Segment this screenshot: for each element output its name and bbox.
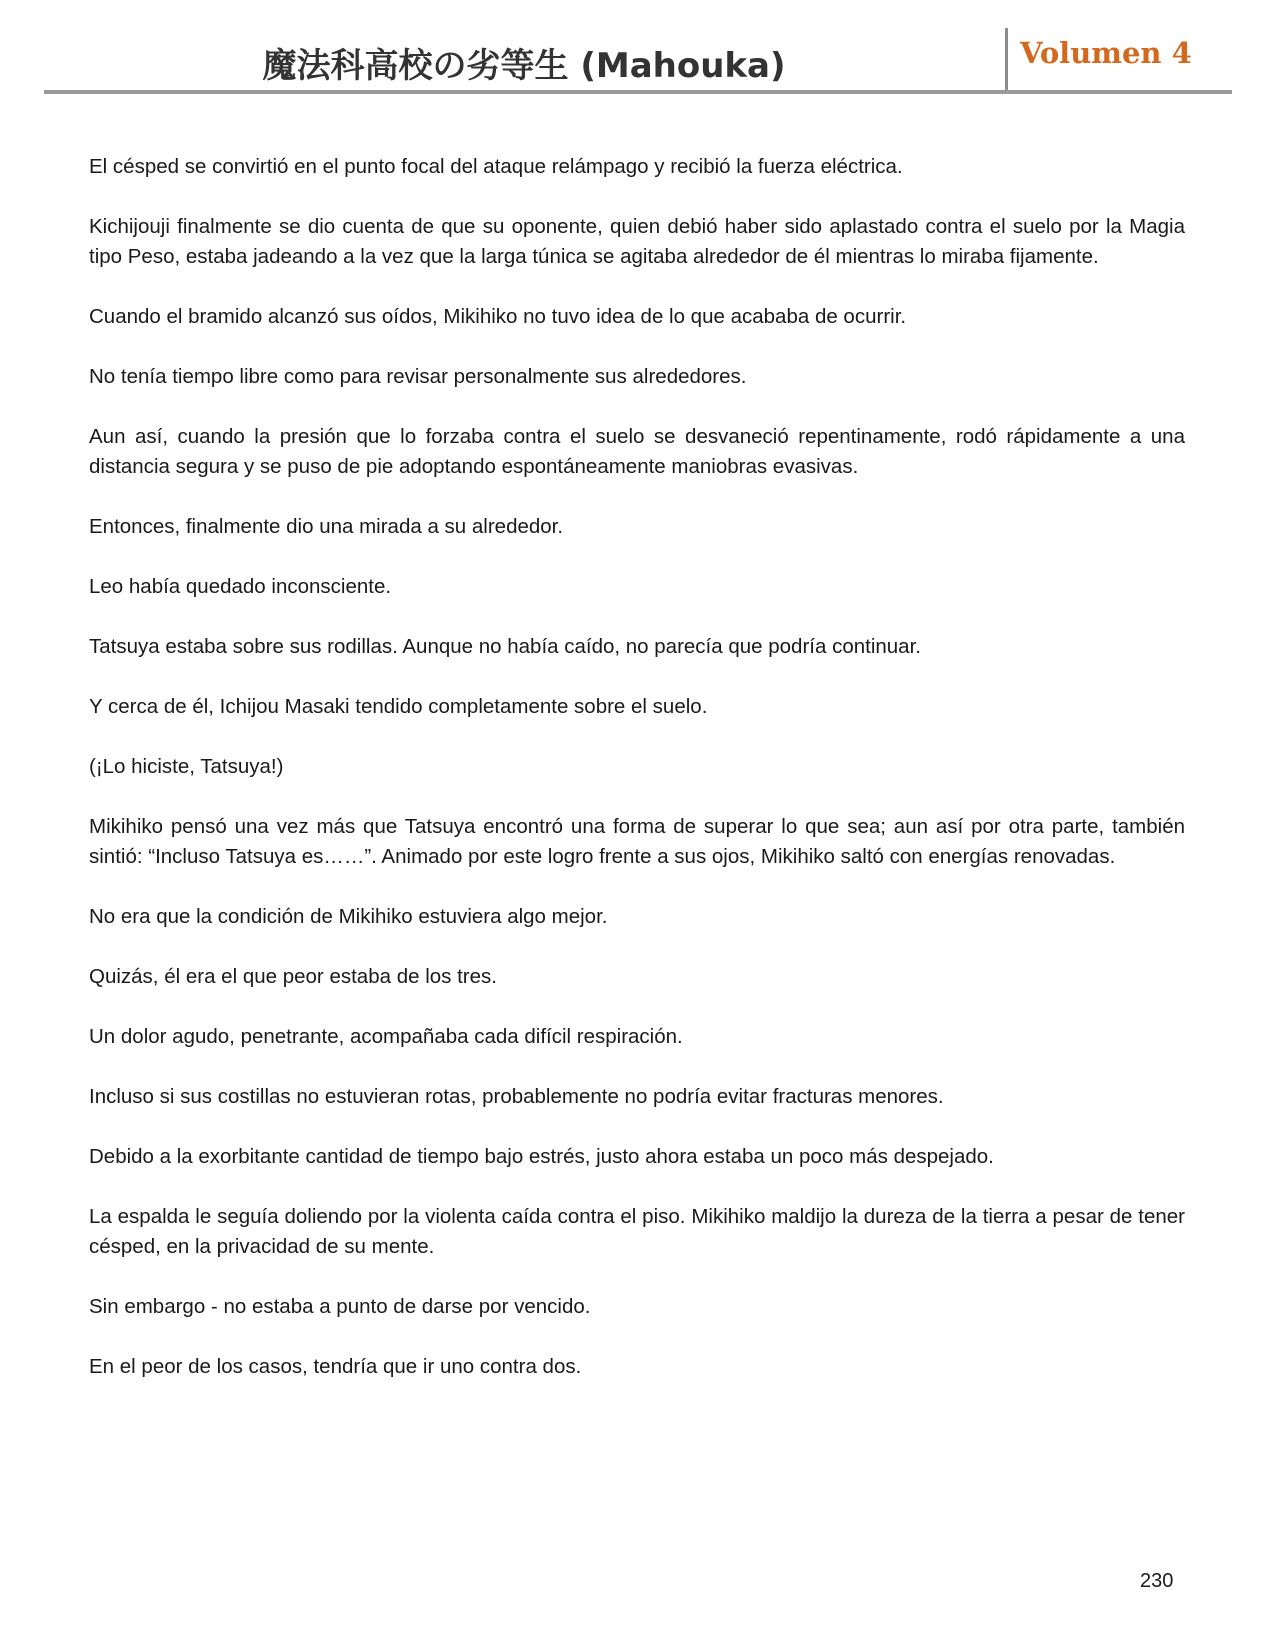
paragraph: Mikihiko pensó una vez más que Tatsuya encontró una forma de superar lo que sea; aun así por otra parte, también sintió: “Incluso Tatsuya es……”. Animado por este logro frente a sus ojos, Mikihiko saltó con energías renovadas. xyxy=(89,815,1185,868)
paragraph: Incluso si sus costillas no estuvieran rotas, probablemente no podría evitar fracturas menores. xyxy=(89,1085,944,1108)
paragraph: Kichijouji finalmente se dio cuenta de que su oponente, quien debió haber sido aplastado contra el suelo por la Magia tipo Peso, estaba jadeando a la vez que la larga túnica se agitaba alrededor de él mientras lo miraba fijamente. xyxy=(89,215,1185,268)
paragraph: (¡Lo hiciste, Tatsuya!) xyxy=(89,755,284,778)
volume-label: Volumen 4 xyxy=(1020,36,1192,70)
paragraph: Un dolor agudo, penetrante, acompañaba cada difícil respiración. xyxy=(89,1025,683,1048)
paragraph: Cuando el bramido alcanzó sus oídos, Mikihiko no tuvo idea de lo que acababa de ocurrir. xyxy=(89,305,907,328)
paragraph: No era que la condición de Mikihiko estuviera algo mejor. xyxy=(89,905,608,928)
paragraph: La espalda le seguía doliendo por la violenta caída contra el piso. Mikihiko maldijo la dureza de la tierra a pesar de tener césped, en la privacidad de su mente. xyxy=(89,1205,1185,1258)
paragraph: Y cerca de él, Ichijou Masaki tendido completamente sobre el suelo. xyxy=(89,695,708,718)
page-number: 230 xyxy=(1140,1570,1174,1592)
header-rule xyxy=(44,90,1232,94)
header-divider xyxy=(1005,28,1008,90)
paragraph: Quizás, él era el que peor estaba de los tres. xyxy=(89,965,497,988)
paragraph: Tatsuya estaba sobre sus rodillas. Aunque no había caído, no parecía que podría continuar. xyxy=(89,635,921,658)
paragraph: Aun así, cuando la presión que lo forzaba contra el suelo se desvaneció repentinamente, rodó rápidamente a una distancia segura y se puso de pie adoptando espontáneamente maniobras evasivas. xyxy=(89,425,1185,478)
body-text xyxy=(89,152,1185,1412)
paragraph: Sin embargo - no estaba a punto de darse por vencido. xyxy=(89,1295,591,1318)
paragraph: No tenía tiempo libre como para revisar personalmente sus alrededores. xyxy=(89,365,747,388)
paragraph: El césped se convirtió en el punto focal del ataque relámpago y recibió la fuerza eléctrica. xyxy=(89,155,903,178)
page-header xyxy=(44,28,1232,92)
paragraph: En el peor de los casos, tendría que ir uno contra dos. xyxy=(89,1355,582,1378)
paragraph: Debido a la exorbitante cantidad de tiempo bajo estrés, justo ahora estaba un poco más despejado. xyxy=(89,1145,994,1168)
book-title: 魔法科高校の劣等生 (Mahouka) xyxy=(262,46,786,86)
paragraph: Entonces, finalmente dio una mirada a su alrededor. xyxy=(89,515,564,538)
paragraph: Leo había quedado inconsciente. xyxy=(89,575,392,598)
